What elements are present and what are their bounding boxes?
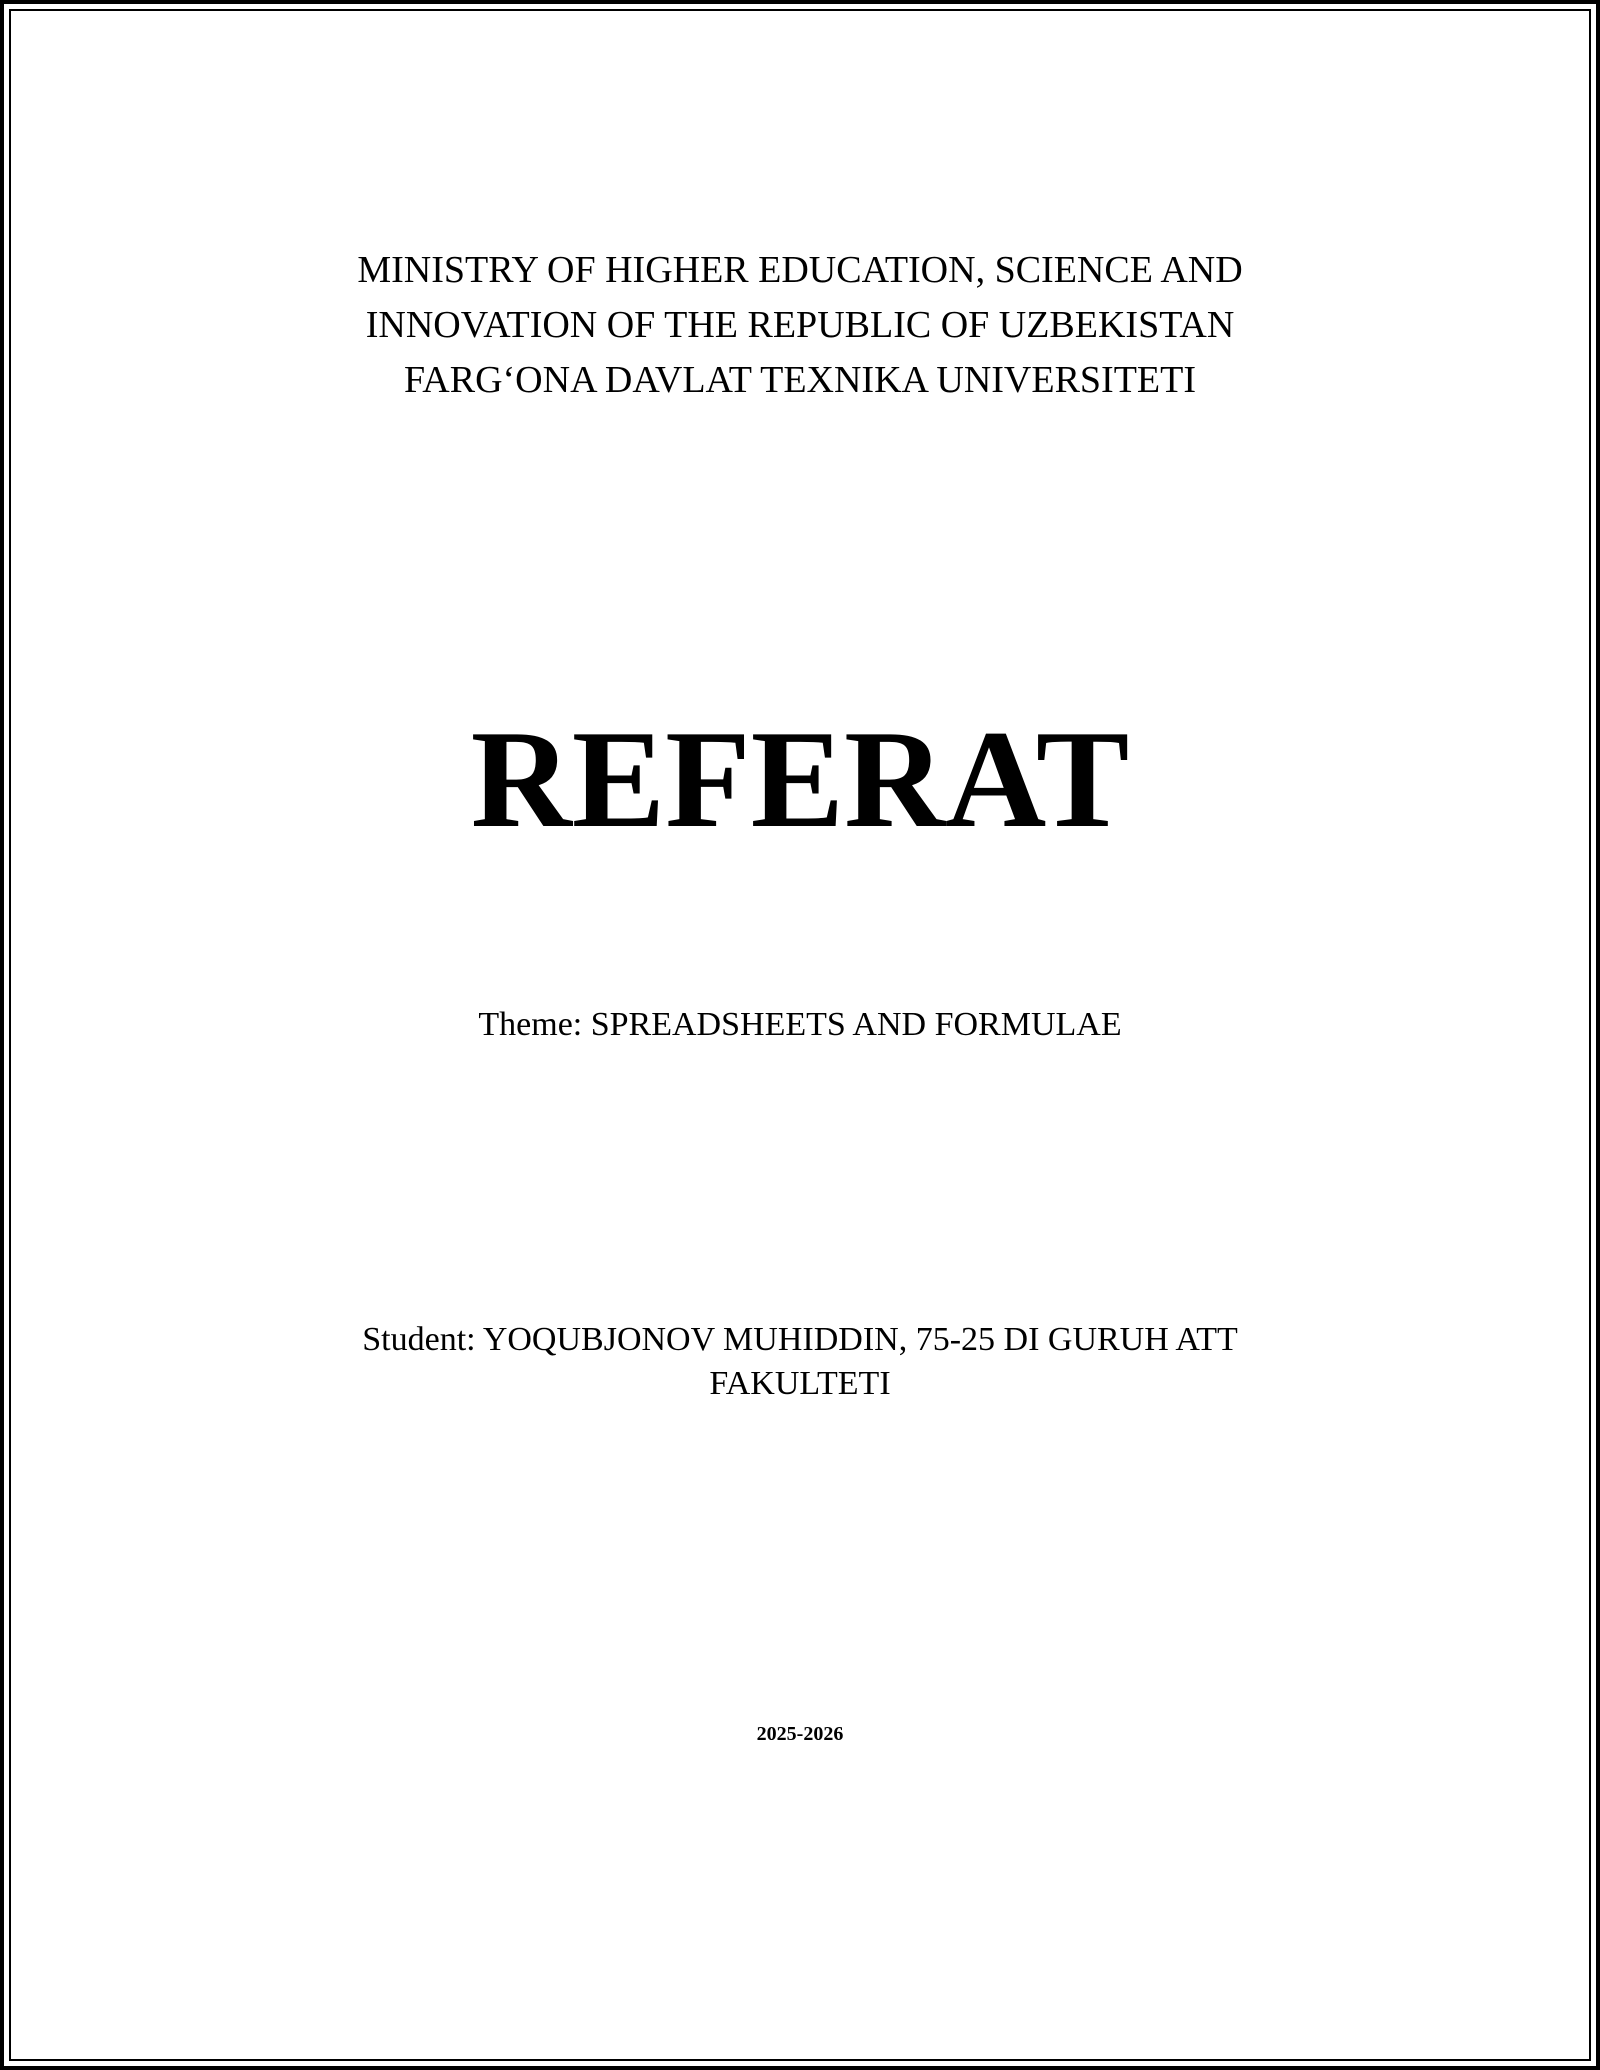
document-title: REFERAT xyxy=(470,702,1130,857)
student-line-faculty: FAKULTETI xyxy=(709,1365,891,1402)
institution-header xyxy=(0,243,1600,408)
institution-line-ministry: MINISTRY OF HIGHER EDUCATION, SCIENCE AND xyxy=(357,249,1243,291)
student-line-name: Student: YOQUBJONOV MUHIDDIN, 75-25 DI GURUH ATT xyxy=(362,1321,1238,1358)
institution-line-republic: INNOVATION OF THE REPUBLIC OF UZBEKISTAN xyxy=(365,304,1235,346)
theme-line: Theme: SPREADSHEETS AND FORMULAE xyxy=(478,1006,1122,1043)
student-info xyxy=(0,1318,1600,1406)
institution-line-university: FARG‘ONA DAVLAT TEXNIKA UNIVERSITETI xyxy=(403,359,1196,401)
academic-year: 2025-2026 xyxy=(756,1723,844,1745)
